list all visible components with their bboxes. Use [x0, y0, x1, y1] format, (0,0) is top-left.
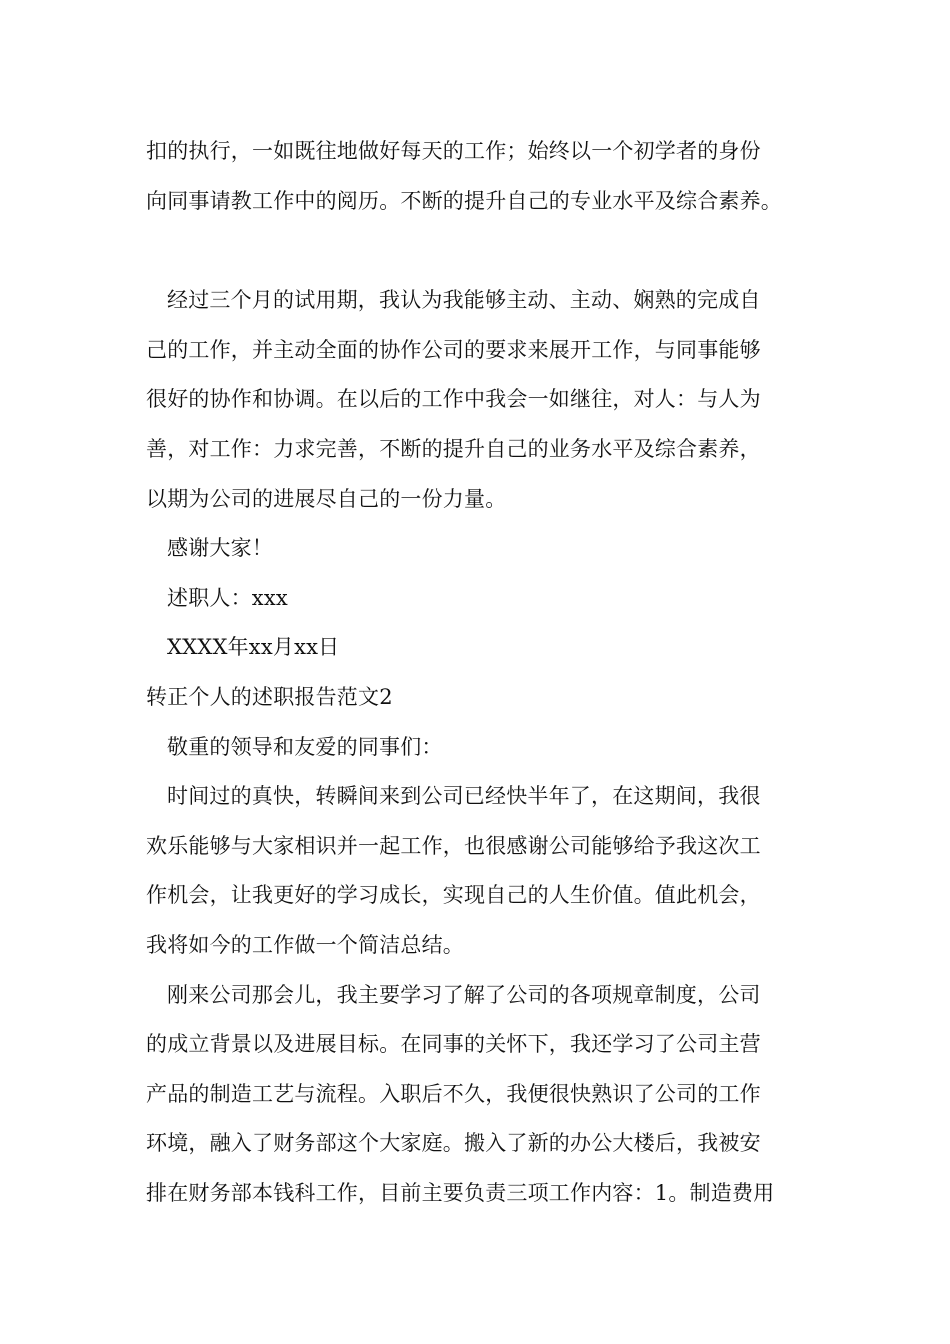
thanks-line: 感谢大家！ — [167, 536, 273, 561]
document-page — [146, 127, 811, 1218]
text-line: 善，对工作：力求完善，不断的提升自己的业务水平及综合素养， — [146, 436, 761, 461]
text-line: 产品的制造工艺与流程。入职后不久，我便很快熟识了公司的工作 — [146, 1081, 761, 1106]
signature-line: 述职人：xxx — [167, 585, 288, 610]
text-line: 的成立背景以及进展目标。在同事的关怀下，我还学习了公司主营 — [146, 1032, 761, 1057]
text-line: 时间过的真快，转瞬间来到公司已经快半年了，在这期间，我很 — [167, 784, 761, 809]
text-line: 很好的协作和协调。在以后的工作中我会一如继往，对人：与人为 — [146, 387, 761, 412]
text-line: 环境，融入了财务部这个大家庭。搬入了新的办公大楼后，我被安 — [146, 1131, 761, 1156]
text-line: 以期为公司的进展尽自己的一份力量。 — [146, 486, 507, 511]
text-line: 向同事请教工作中的阅历。不断的提升自己的专业水平及综合素养。 — [146, 188, 782, 213]
text-line: 欢乐能够与大家相识并一起工作，也很感谢公司能够给予我这次工 — [146, 833, 761, 858]
text-line: 刚来公司那会儿，我主要学习了解了公司的各项规章制度，公司 — [167, 982, 761, 1007]
text-line: 经过三个月的试用期，我认为我能够主动、主动、娴熟的完成自 — [167, 288, 761, 313]
salutation-line: 敬重的领导和友爱的同事们： — [167, 734, 443, 759]
paragraph-gap — [146, 226, 811, 276]
text-line: 扣的执行，一如既往地做好每天的工作；始终以一个初学者的身份 — [146, 139, 761, 163]
text-line: 己的工作，并主动全面的协作公司的要求来展开工作，与同事能够 — [146, 337, 761, 362]
text-line: 排在财务部本钱科工作，目前主要负责三项工作内容：1。制造费用 — [146, 1180, 775, 1205]
text-line: 作机会，让我更好的学习成长，实现自己的人生价值。值此机会， — [146, 883, 761, 908]
section-title: 转正个人的述职报告范文2 — [146, 684, 393, 709]
date-line: XXXX年xx月xx日 — [167, 635, 340, 660]
text-line: 我将如今的工作做一个简洁总结。 — [146, 932, 464, 957]
